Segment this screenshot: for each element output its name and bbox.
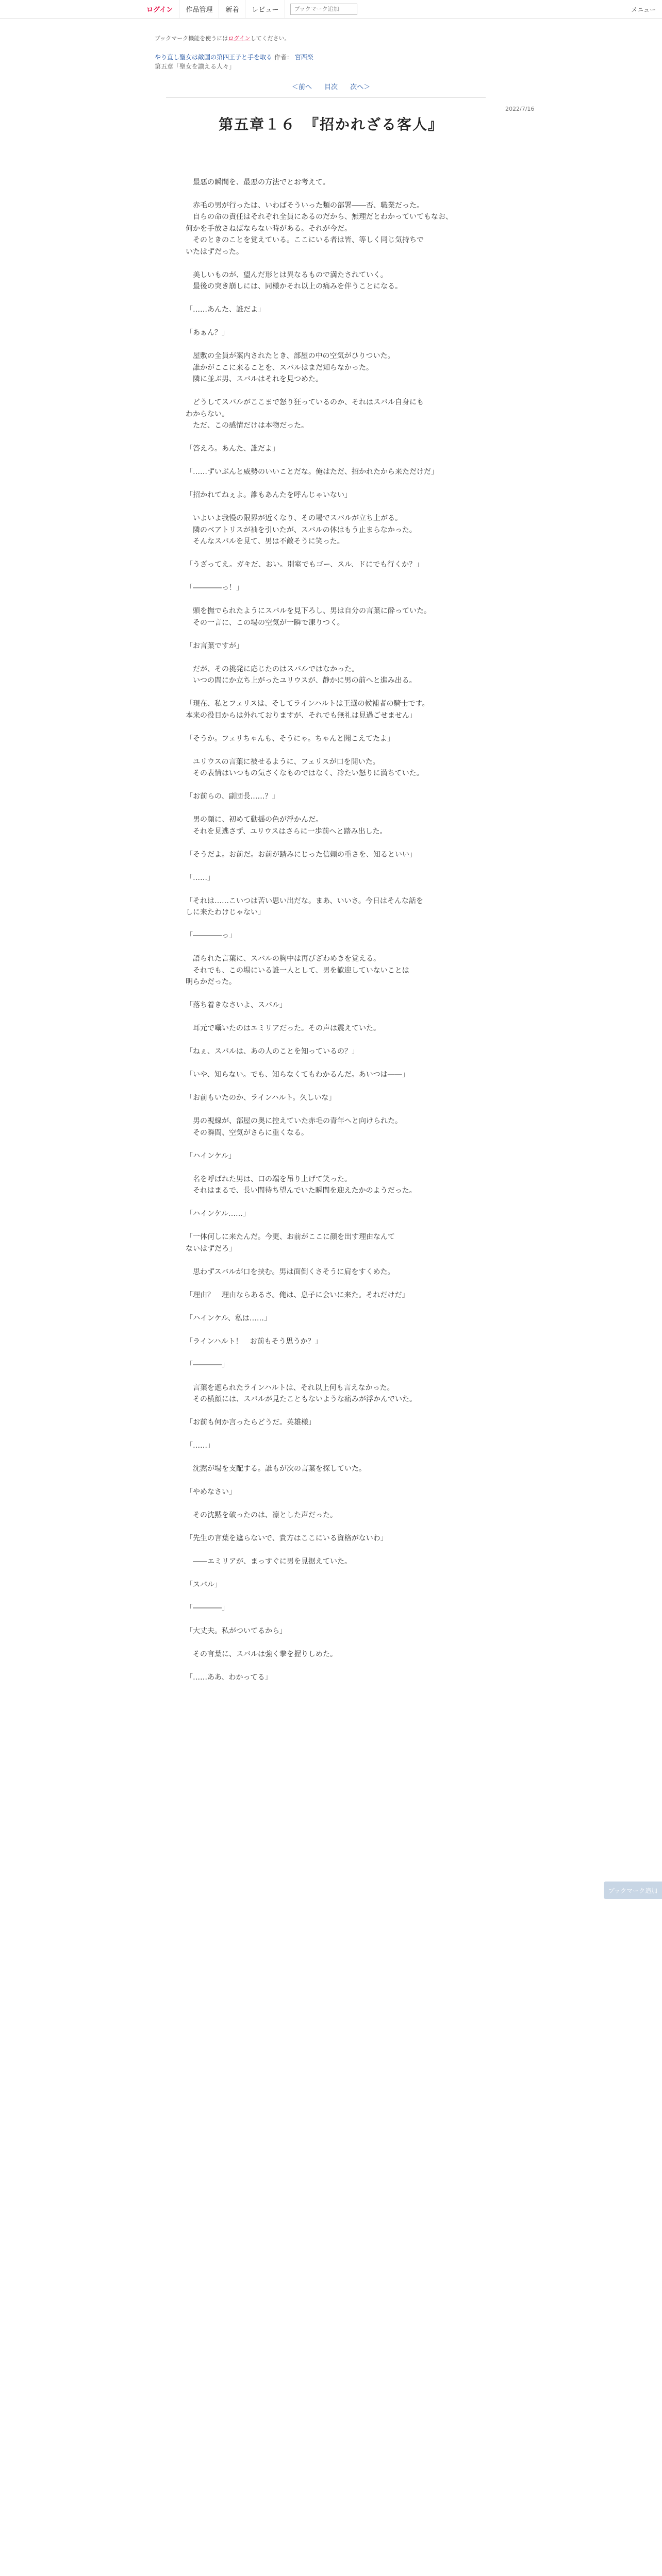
novel-paragraph: ――エミリアが、まっすぐに男を見据えていた。 (186, 1557, 352, 1566)
novel-paragraph (186, 165, 485, 177)
novel-paragraph (186, 942, 485, 954)
novel-paragraph: 明らかだった。 (186, 978, 236, 986)
novel-paragraph (186, 860, 485, 872)
novel-paragraph (186, 432, 485, 444)
novel-paragraph (186, 385, 485, 397)
novel-paragraph (186, 1220, 485, 1232)
novel-paragraph: 「あぁん？」 (186, 329, 229, 337)
novel-body (186, 165, 485, 1684)
author-name[interactable]: 宮西楽 (294, 54, 313, 61)
novel-paragraph (186, 687, 485, 699)
novel-paragraph: ただ、この感情だけは本物だった。 (186, 421, 308, 430)
novel-paragraph (186, 1278, 485, 1290)
novel-paragraph: 「現在、私とフェリスは、そしてラインハルトは王選の候補者の騎士です。 (186, 700, 429, 708)
novel-paragraph (186, 1104, 485, 1116)
novel-paragraph: 「……ずいぶんと威勢のいいことだな。俺はただ、招かれたから来ただけだ」 (186, 468, 438, 476)
novel-paragraph: そのときのことを覚えている。ここにいる者は皆、等しく同じ気持ちで (186, 236, 424, 244)
novel-paragraph (186, 258, 485, 269)
novel-paragraph: 「……」 (186, 873, 214, 882)
novel-paragraph: 男の視線が、部屋の奥に控えていた赤毛の青年へと向けられた。 (186, 1117, 402, 1125)
novel-paragraph (186, 837, 485, 849)
top-navigation-left (140, 0, 357, 18)
novel-paragraph (186, 1637, 485, 1649)
novel-paragraph (186, 1162, 485, 1174)
novel-paragraph (186, 1498, 485, 1510)
novel-paragraph (186, 1591, 485, 1603)
novel-paragraph: 「――――」 (186, 1360, 229, 1369)
novel-paragraph (186, 1301, 485, 1313)
chapter-name: 第五章「聖女を讃える人々」 (155, 63, 236, 70)
novel-paragraph: 「スバル」 (186, 1581, 222, 1589)
novel-paragraph: 隣のベアトリスが袖を引いたが、スバルの体はもう止まらなかった。 (186, 526, 417, 534)
novel-paragraph (186, 1429, 485, 1440)
novel-paragraph: いよいよ我慢の限界が近くなり、その場でスバルが立ち上がる。 (186, 514, 402, 522)
login-link[interactable]: ログイン (140, 0, 179, 18)
series-line (155, 53, 516, 62)
novel-paragraph: 「そうか。フェリちゃんも、そうにゃ。ちゃんと聞こえてたよ」 (186, 734, 395, 743)
novel-paragraph (186, 1058, 485, 1070)
novel-paragraph: 「ハインケル、私は……」 (186, 1314, 271, 1323)
novel-header (155, 19, 516, 71)
novel-paragraph (186, 1370, 485, 1382)
novel-paragraph: それでも、この場にいる誰一人として、男を歓迎していないことは (186, 966, 409, 975)
novel-paragraph: 「そうだよ。お前だ。お前が踏みにじった信頼の重さを、知るといい」 (186, 850, 417, 859)
next-link[interactable]: 次へ＞ (350, 83, 371, 91)
notice-text: ブックマーク機能を使うには (155, 35, 228, 42)
novel-paragraph: 「理由？ 理由ならあるさ。俺は、息子に会いに来た。それだけだ」 (186, 1291, 409, 1299)
nav-item-new[interactable]: 新着 (219, 0, 245, 18)
novel-paragraph: 本来の役目からは外れておりますが、それでも無礼は見過ごせません」 (186, 711, 417, 720)
novel-paragraph (186, 652, 485, 664)
novel-paragraph (186, 721, 485, 733)
novel-paragraph: いたはずだった。 (186, 247, 243, 256)
novel-paragraph (186, 1545, 485, 1556)
novel-paragraph: それを見逃さず、ユリウスはさらに一歩前へと踏み出した。 (186, 827, 387, 836)
notice-login-link[interactable]: ログイン (228, 35, 251, 42)
novel-paragraph (186, 188, 485, 200)
novel-paragraph: その瞬間、空気がさらに重くなる。 (186, 1128, 308, 1137)
novel-paragraph: 「やめなさい」 (186, 1488, 236, 1496)
nav-item-works[interactable]: 作品管理 (179, 0, 219, 18)
novel-paragraph (186, 1347, 485, 1359)
novel-paragraph (186, 884, 485, 895)
novel-paragraph (186, 501, 485, 513)
bookmark-side-tab[interactable]: ブックマーク追加 (604, 1882, 662, 1899)
novel-paragraph: 語られた言葉に、スバルの胸中は再びざわめきを覚える。 (186, 955, 380, 963)
novel-paragraph: 最悪の瞬間を、最悪の方法でとお考えて。 (186, 178, 330, 187)
novel-paragraph: 「お言葉ですが」 (186, 641, 243, 650)
novel-paragraph: 最後の突き崩しには、同様かそれ以上の痛みを伴うことになる。 (186, 282, 402, 291)
novel-paragraph (186, 1475, 485, 1487)
novel-paragraph: 「それは……こいつは苦い思い出だな。まあ、いいさ。今日はそんな話を (186, 896, 423, 905)
novel-paragraph: 屋敷の全員が案内されたとき、部屋の中の空気がひりついた。 (186, 352, 395, 360)
novel-paragraph (186, 548, 485, 560)
prev-link[interactable]: ＜前へ (291, 83, 312, 91)
novel-paragraph: 頭を撫でられたようにスバルを見下ろし、男は自分の言葉に酔っていた。 (186, 607, 431, 615)
novel-paragraph (186, 919, 485, 930)
novel-paragraph (186, 1614, 485, 1626)
novel-paragraph (186, 1255, 485, 1266)
novel-paragraph: 「うざってえ。ガキだ、おい。別室でもゴー、スル、ドにでも行くか？」 (186, 561, 424, 569)
novel-paragraph: 「いや、知らない。でも、知らなくてもわかるんだ。あいつは――」 (186, 1071, 409, 1079)
login-notice (155, 34, 516, 42)
novel-paragraph: その沈黙を破ったのは、凛とした声だった。 (186, 1511, 337, 1519)
novel-paragraph (186, 1405, 485, 1417)
novel-paragraph: 「先生の言葉を遮らないで、貴方はここにいる資格がないわ」 (186, 1534, 388, 1543)
novel-paragraph (186, 744, 485, 756)
novel-paragraph: 「――――っ」 (186, 931, 236, 940)
novel-paragraph: その横顔には、スバルが見たこともないような痛みが浮かんでいた。 (186, 1395, 417, 1403)
novel-paragraph: 「ハインケル」 (186, 1151, 236, 1160)
novel-paragraph (186, 316, 485, 328)
novel-paragraph: いつの間にか立ち上がったユリウスが、静かに男の前へと進み出る。 (186, 676, 417, 685)
author-label: 作者： (274, 54, 293, 61)
novel-paragraph (186, 1452, 485, 1464)
novel-paragraph: 「――――」 (186, 1604, 229, 1612)
novel-paragraph (186, 779, 485, 791)
novel-paragraph (186, 988, 485, 1000)
novel-paragraph: 赤毛の男が行ったは、いわばそういった類の部署――否、職業だった。 (186, 201, 424, 210)
novel-paragraph (186, 571, 485, 583)
novel-paragraph: 「招かれてねぇよ。誰もあんたを呼んじゃいない」 (186, 491, 352, 499)
novel-paragraph (186, 629, 485, 640)
novel-paragraph: 「大丈夫。私がついてるから」 (186, 1627, 287, 1635)
novel-paragraph (186, 1011, 485, 1023)
novel-paragraph: 沈黙が場を支配する。誰もが次の言葉を探していた。 (186, 1465, 366, 1473)
nav-item-review[interactable]: レビュー (245, 0, 285, 18)
novel-paragraph (186, 1081, 485, 1093)
divider (166, 97, 486, 98)
novel-paragraph: 「お前らの、副団長……？」 (186, 792, 279, 801)
novel-paragraph (186, 1139, 485, 1150)
search-input[interactable] (290, 4, 357, 15)
novel-paragraph: 「お前もいたのか、ラインハルト。久しいな」 (186, 1094, 336, 1102)
novel-paragraph (186, 594, 485, 606)
novel-paragraph: ユリウスの言葉に被せるように、フェリスが口を開いた。 (186, 757, 380, 766)
novel-paragraph: 男の顔に、初めて動揺の色が浮かんだ。 (186, 816, 323, 824)
novel-paragraph (186, 1521, 485, 1533)
novel-paragraph: その表情はいつもの気さくなものではなく、冷たい怒りに満ちていた。 (186, 769, 424, 777)
novel-paragraph: その言葉に、スバルは強く拳を握りしめた。 (186, 1650, 337, 1658)
novel-paragraph (186, 293, 485, 304)
novel-paragraph: 自らの命の責任はそれぞれ全員にあるのだから、無理だとわかっていてもなお、 (186, 213, 453, 221)
novel-paragraph: 何かを手放さねばならない時がある。それが今だ。 (186, 224, 352, 233)
novel-paragraph (186, 1035, 485, 1046)
novel-paragraph: 美しいものが、望んだ形とは異なるもので満たされていく。 (186, 270, 388, 279)
novel-paragraph: 「ねぇ、スバルは、あの人のことを知っているの？」 (186, 1047, 359, 1056)
novel-paragraph: 耳元で囁いたのはエミリアだった。その声は震えていた。 (186, 1024, 380, 1032)
novel-paragraph: 言葉を遮られたラインハルトは、それ以上何も言えなかった。 (186, 1383, 394, 1392)
novel-paragraph: 「一体何しに来たんだ。今更、お前がここに顔を出す理由なんて (186, 1233, 395, 1241)
novel-paragraph (186, 1568, 485, 1580)
publish-date: 2022/7/16 (505, 106, 535, 112)
novel-paragraph: 名を呼ばれた男は、口の端を吊り上げて笑った。 (186, 1175, 352, 1183)
pager (0, 81, 662, 91)
novel-paragraph: 「ハインケル……」 (186, 1210, 251, 1218)
novel-paragraph: 「お前も何か言ったらどうだ。英雄様」 (186, 1418, 316, 1427)
novel-paragraph (186, 339, 485, 351)
novel-paragraph: ないはずだろ」 (186, 1244, 236, 1253)
series-title[interactable]: やり直し聖女は敵国の第四王子と手を取る (155, 54, 273, 61)
novel-paragraph: 「答えろ。あんた、誰だよ」 (186, 445, 279, 453)
novel-paragraph: 隣に並ぶ男、スバルはそれを見つめた。 (186, 375, 323, 383)
toc-link[interactable]: 目次 (324, 83, 338, 91)
novel-paragraph: それはまるで、長い間待ち望んでいた瞬間を迎えたかのようだった。 (186, 1187, 417, 1195)
novel-paragraph (186, 1324, 485, 1336)
novel-paragraph: だが、その挑発に応じたのはスバルではなかった。 (186, 665, 359, 673)
novel-paragraph: 思わずスバルが口を挟む。男は面倒くさそうに肩をすくめた。 (186, 1267, 395, 1276)
novel-paragraph (186, 803, 485, 815)
novel-paragraph (186, 478, 485, 490)
novel-paragraph: 「……ああ、わかってる」 (186, 1673, 272, 1682)
novel-paragraph: 「落ち着きなさいよ、スバル」 (186, 1001, 287, 1009)
novel-paragraph: 誰かがここに来ることを、スバルはまだ知らなかった。 (186, 363, 373, 372)
novel-paragraph (186, 455, 485, 467)
novel-paragraph (186, 1197, 485, 1209)
episode-title: 第五章１６ 『招かれざる客人』 (218, 116, 443, 133)
novel-paragraph: そんなスバルを見て、男は不敵そうに笑った。 (186, 537, 344, 546)
novel-paragraph: 「……あんた、誰だよ」 (186, 306, 265, 314)
novel-paragraph (186, 1660, 485, 1672)
novel-paragraph: 「――――っ！」 (186, 584, 243, 592)
notice-text-end: してください。 (250, 35, 290, 42)
menu-link[interactable]: メニュー (631, 6, 656, 13)
top-navigation (0, 0, 662, 19)
novel-paragraph: 「……」 (186, 1442, 214, 1450)
novel-paragraph: しに来たわけじゃない」 (186, 908, 265, 917)
novel-paragraph: どうしてスバルがここまで怒り狂っているのか、それはスバル自身にも (186, 398, 424, 406)
novel-paragraph: 「ラインハルト！ お前もそう思うか？」 (186, 1337, 322, 1346)
novel-paragraph: わからない。 (186, 410, 229, 418)
novel-paragraph: その一言に、この場の空気が一瞬で凍りつく。 (186, 618, 344, 627)
